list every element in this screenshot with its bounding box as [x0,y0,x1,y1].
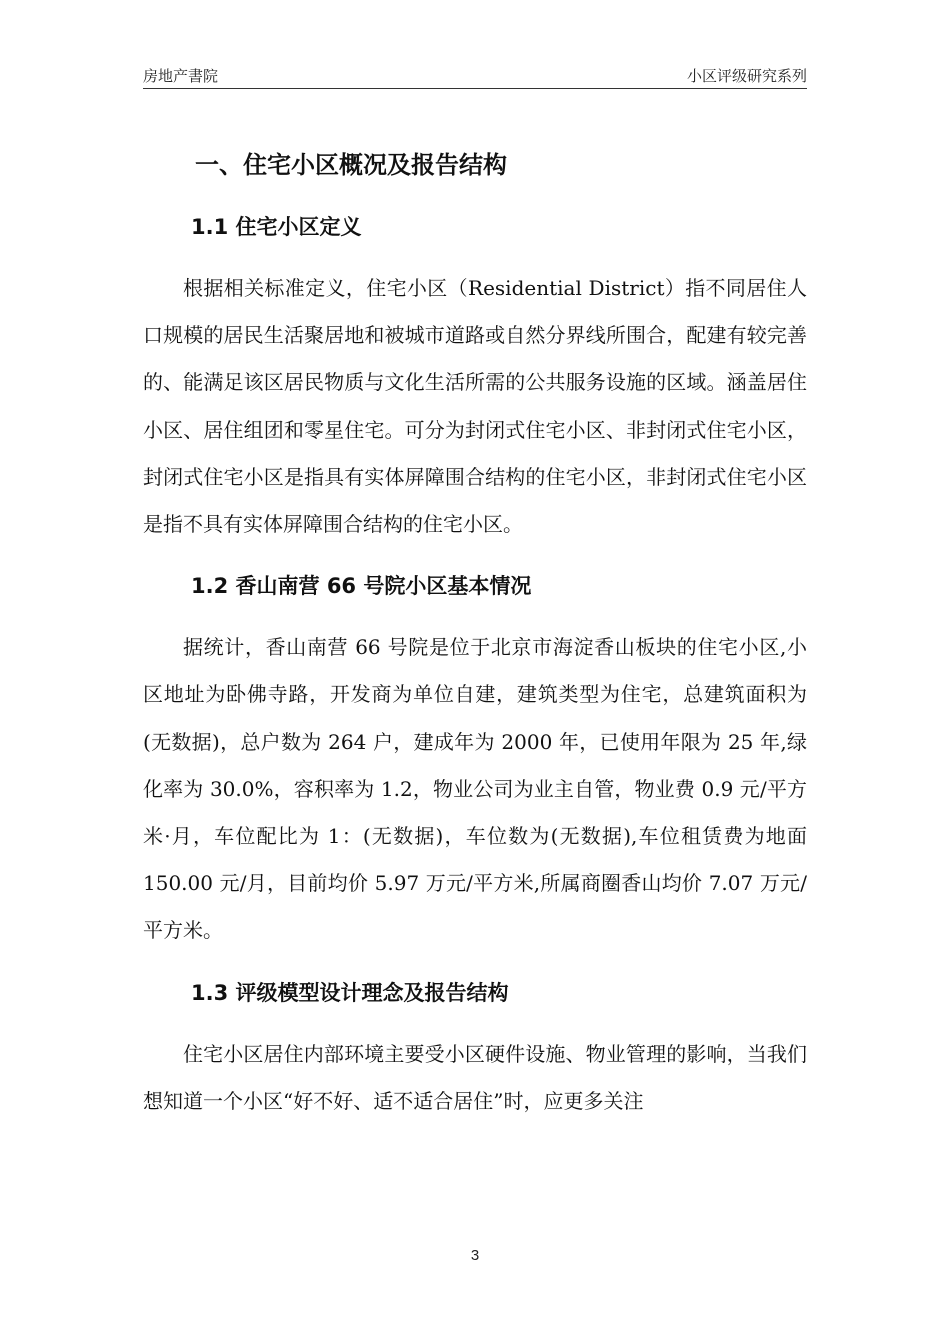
header-right-title: 小区评级研究系列 [686,67,807,85]
section-1-1-title: 1.1 住宅小区定义 [191,215,362,239]
section-1-3-body: 住宅小区居住内部环境主要受小区硬件设施、物业管理的影响，当我们想知道一个小区“好不好、适不适合居住”时，应更多关注 [143,1041,807,1113]
section-1-1-body: 根据相关标准定义，住宅小区（Residential District）指不同居住人口规模的居民生活聚居地和被城市道路或自然分界线所围合，配建有较完善的、能满足该区居民物质与文化生活所需的公共服务设施的区域。涵盖居住小区、居住组团和零星住宅。可分为封闭式住宅小区、非封闭式住宅小区，封闭式住宅小区是指具有实体屏障围合结构的住宅小区，非封闭式住宅小区是指不具有实体屏障围合结构的住宅小区。 [143,276,807,537]
page-number: 3 [470,1247,480,1264]
section-1-3-title: 1.3 评级模型设计理念及报告结构 [191,980,509,1005]
section-1-2-title: 1.2 香山南营 66 号院小区基本情况 [191,574,532,599]
chapter-title: 一、住宅小区概况及报告结构 [195,151,507,179]
section-1-2-body: 据统计，香山南营 66 号院是位于北京市海淀香山板块的住宅小区,小区地址为卧佛寺路，开发商为单位自建，建筑类型为住宅，总建筑面积为(无数据)，总户数为 264 户，建成年为 2000 年，已使用年限为 25 年,绿化率为 30.0%，容积率为 1.2，物业公司为业主自管，物业费 0.9 元/平方米·月，车位配比为 1：(无数据)，车位数为(无数据),车位租赁费为地面 150.00 元/月，目前均价 5.97 万元/平方米,所属商圈香山均价 7.07 万元/平方米。 [143,635,807,943]
header-left-title: 房地产書院 [143,67,219,85]
header-divider [143,88,807,89]
page-content [143,143,807,1143]
